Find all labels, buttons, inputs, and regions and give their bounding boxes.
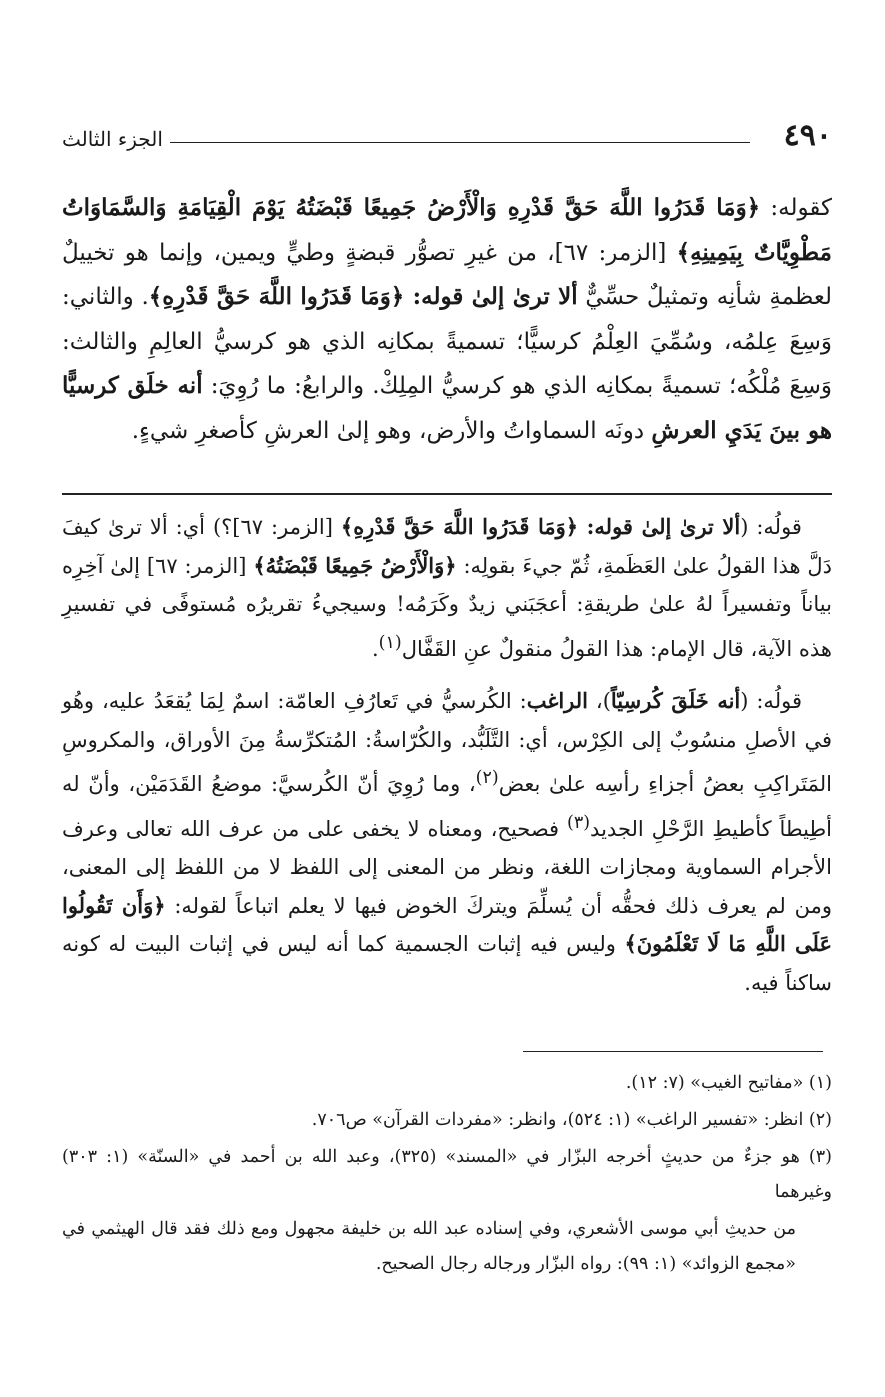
commentary [62, 508, 832, 1016]
footnote-continuation: من حديثِ أبي موسى الأشعري، وفي إسناده عبد الله بن خليفة مجهول ومع ذلك فقد قال الهيثمي في «مجمع الزوائد» (١: ٩٩): رواه البزّار ورجاله رجال الصحيح. [62, 1219, 796, 1274]
text-run: قولُه: ( [740, 515, 802, 539]
page-header [62, 118, 832, 158]
main-paragraph [62, 186, 832, 453]
footnote: (٣) هو جزءٌ من حديثٍ أخرجه البزّار في «المسند» (٣٢٥)، وعبد الله بن أحمد في «السنّة» (١: ٣٠٣) وغيرهما [62, 1147, 832, 1202]
text-run: كقوله: [760, 195, 832, 221]
bold-phrase: أنه خَلَقَ كُرسِيّاً [610, 688, 741, 713]
footnote-ref[interactable]: (١) [378, 632, 402, 653]
quran-verse: ﴿وَمَا قَدَرُوا اللَّهَ حَقَّ قَدْرِهِ وَالْأَرْضُ جَمِيعًا قَبْضَتُهُ يَوْمَ الْقِيَامَةِ وَالسَّمَاوَاتُ مَطْوِيَّاتٌ بِيَمِينِهِ﴾ [62, 194, 832, 266]
text-run: [الزمر: ٦٧] إلىٰ آخِرِه بياناً وتفسيراً لهُ علىٰ طريقةِ: أعجَبَني زيدٌ وكَرَمُه! وسيجيءُ تقريرُه مُستوفًى في تفسيرِ هذه الآية، قال الإمام: هذا القولُ منقولٌ عنِ القَفَّال [62, 553, 832, 661]
bold-phrase: أنه خلَق كرسيًّا هو بينَ يَدَيِ العرشِ [62, 372, 832, 444]
text-run: فصحيح، ومعناه لا يخفى على من عرف الله تعالى وعرف الأجرام السماوية ومجازات اللغة، ونظر من المعنى إلى اللفظ لا من اللفظ إلى المعنى، ومن لم يعرف ذلك فحقُّه أن يُسلِّمَ ويتركَ الخوض فيها لا يعلم اتباعاً لقوله: [62, 816, 833, 918]
commentary-paragraph [62, 508, 832, 668]
text-run: . [371, 636, 379, 661]
quran-verse: ﴿وَمَا قَدَرُوا اللَّهَ حَقَّ قَدْرِهِ﴾ [148, 283, 405, 310]
text-run: دونَه السماواتُ والأرض، وهو إلىٰ العرشِ كأصغرِ شيءٍ. [131, 417, 652, 444]
footnote: (١) «مفاتيح الغيب» (٧: ١٢). [625, 1073, 832, 1093]
text-run: ، وما رُوِيَ أنّ الكُرسيَّ: موضعُ القَدَمَيْن، وأنّ له أطِيطاً كأطيطِ الرَّحْلِ الجديد [62, 772, 832, 841]
bold-phrase: الراغب [526, 688, 589, 713]
header-divider [170, 142, 750, 143]
bold-phrase: ألا ترىٰ إلىٰ قوله: [578, 514, 741, 539]
running-head: الجزء الثالث [62, 127, 163, 151]
footnote: (٢) انظر: «تفسير الراغب» (١: ٥٢٤)، وانظر: «مفردات القرآن» ص٧٠٦. [311, 1110, 832, 1130]
footnote-ref[interactable]: (٣) [566, 812, 591, 833]
quran-verse: ﴿وَأَن تَقُولُوا عَلَى اللَّهِ مَا لَا تَعْلَمُونَ﴾ [62, 892, 832, 956]
text-run: [الزمر: ٦٧]؟) أي: ألا ترىٰ كيفَ دَلَّ هذا القولُ علىٰ العَظَمةِ، ثُمّ جيءَ بقولِه: [62, 515, 833, 578]
footnote-divider [523, 1051, 823, 1052]
quran-verse: ﴿وَالْأَرْضُ جَمِيعًا قَبْضَتُهُ﴾ [253, 552, 457, 578]
text-run: [الزمر: ٦٧]، من غيرِ تصوُّر قبضةٍ وطيٍّ ويمين، وإنما هو تخييلٌ لعظمةِ شأنِه وتمثيلٌ حسِّيٌّ [62, 239, 832, 310]
page-number: ٤٩٠ [783, 118, 832, 153]
text-run: )، [588, 689, 611, 713]
bold-phrase: ألا ترىٰ إلىٰ قوله: [404, 283, 578, 310]
section-divider [62, 493, 832, 495]
footnote-ref[interactable]: (٢) [475, 768, 499, 788]
text-run: وليس فيه إثبات الجسمية كما أنه ليس في إثبات البيت له كونه ساكناً فيه. [62, 932, 832, 995]
quran-verse: ﴿وَمَا قَدَرُوا اللَّهَ حَقَّ قَدْرِهِ﴾ [340, 514, 579, 539]
commentary-paragraph [62, 682, 832, 1002]
footnotes [62, 1066, 832, 1284]
text-run: قولُه: ( [740, 689, 802, 713]
text-run: . والثاني: وَسِعَ عِلمُه، وسُمِّيَ العِلْمُ كرسيًّا؛ تسميةً بمكانِه الذي هو كرسيُّ العالِمِ والثالث: وَسِعَ مُلْكُه؛ تسميةً بمكانِه الذي هو كرسيُّ المِلِكْ. والرابعُ: ما رُوِيَ: [62, 284, 833, 399]
main-text [62, 186, 832, 453]
text-run: : الكُرسيُّ في تَعارُفِ العامّة: اسمٌ لِمَا يُقعَدُ عليه، وهُو في الأصلِ منسُوبٌ إلى الكِرْس، أي: التَّلَبُّد، والكُرّاسةُ: المُتكرِّسةُ مِنَ الأوراق، والمكروسِ المَتَراكِبِ بعضُ أجزاءِ رأسِه علىٰ بعض [62, 689, 832, 796]
